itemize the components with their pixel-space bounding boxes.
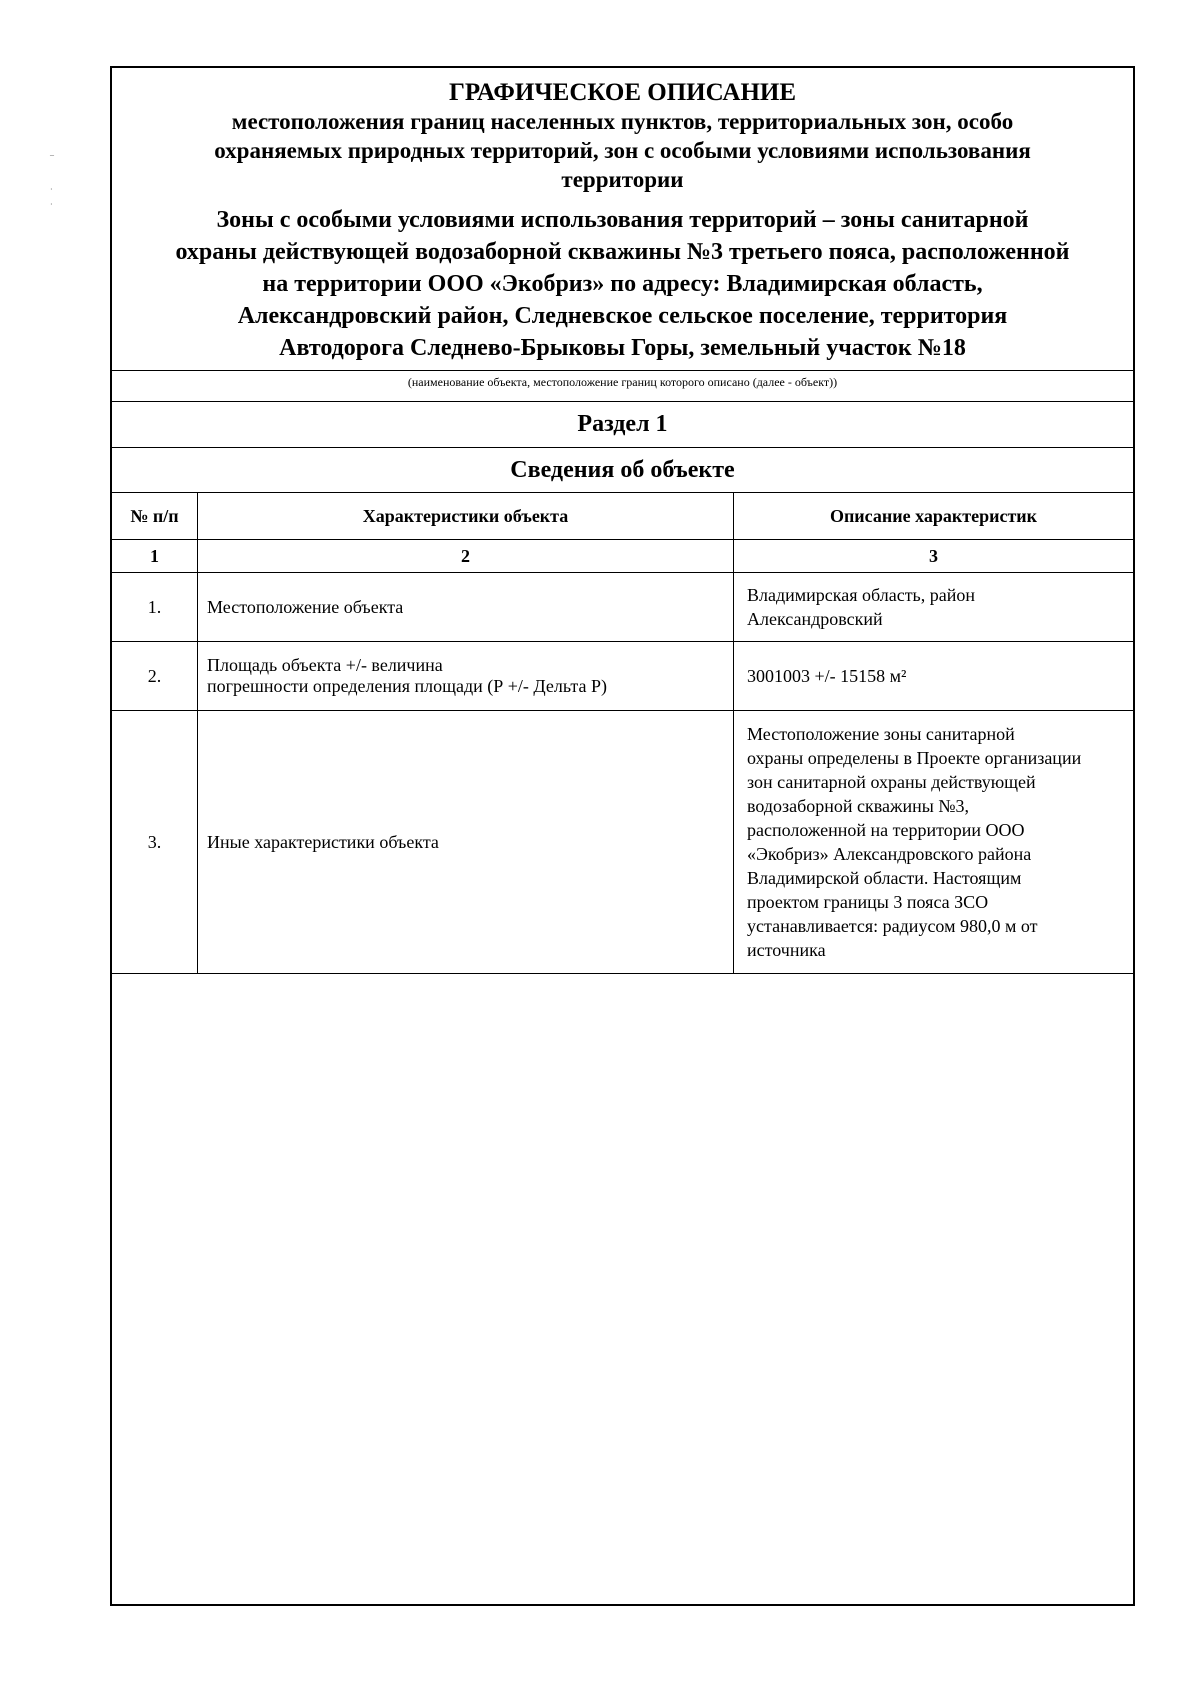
description-text: охраны определены в Проекте организации	[747, 748, 1082, 768]
description-text: расположенной на территории ООО	[747, 820, 1025, 840]
subtitle-line: местоположения границ населенных пунктов, территориальных зон, особо	[231, 109, 1014, 134]
column-number-row	[112, 540, 1133, 573]
object-line: на территории ООО «Экобриз» по адресу: Владимирская область,	[262, 271, 983, 297]
row-number: 2.	[112, 642, 198, 711]
description-text: Владимирская область, район	[747, 585, 976, 605]
column-header: Описание характеристик	[734, 493, 1134, 540]
object-caption: (наименование объекта, местоположение границ которого описано (далее - объект))	[407, 375, 838, 389]
document-title: ГРАФИЧЕСКОЕ ОПИСАНИЕ	[448, 79, 797, 106]
description-text: зон санитарной охраны действующей	[747, 772, 1036, 792]
description-text: «Экобриз» Александровского района	[747, 844, 1032, 864]
description-text: Александровский	[747, 609, 883, 629]
description-cell	[734, 711, 1134, 974]
description-text: Владимирской области. Настоящим	[747, 868, 1022, 888]
table-row	[112, 711, 1133, 974]
object-line: Автодорога Следнево-Брыковы Горы, земельный участок №18	[279, 335, 966, 361]
characteristic-text: Площадь объекта +/- величина	[207, 655, 443, 675]
section-name: Сведения об объекте	[510, 457, 735, 483]
title-block	[112, 68, 1133, 364]
description-text: проектом границы 3 пояса ЗСО	[747, 892, 989, 912]
column-number: 3	[734, 540, 1134, 573]
document-frame	[110, 66, 1135, 1606]
description-text: устанавливается: радиусом 980,0 м от	[747, 916, 1038, 936]
characteristic-cell	[198, 711, 734, 974]
characteristic-text: погрешности определения площади (Р +/- Дельта Р)	[207, 676, 607, 696]
column-number: 1	[112, 540, 198, 573]
characteristic-cell	[198, 642, 734, 711]
characteristic-text: Иные характеристики объекта	[207, 831, 439, 852]
description-text: источника	[747, 940, 826, 960]
scan-mark: ·	[50, 185, 53, 194]
scan-mark: –	[50, 150, 54, 159]
object-name	[112, 204, 1133, 364]
description-cell	[734, 642, 1134, 711]
subtitle-line: охраняемых природных территорий, зон с особыми условиями использования	[214, 138, 1031, 163]
object-line: Александровский район, Следневское сельское поселение, территория	[237, 303, 1008, 329]
subtitle-line: территории	[561, 167, 684, 192]
column-number: 2	[198, 540, 734, 573]
description-text: водозаборной скважины №3,	[747, 796, 969, 816]
row-number: 3.	[112, 711, 198, 974]
object-line: охраны действующей водозаборной скважины №3 третьего пояса, расположенной	[175, 239, 1070, 265]
section-label: Раздел 1	[577, 411, 668, 437]
column-header: № п/п	[112, 493, 198, 540]
scan-mark: ·	[50, 200, 53, 209]
table-row	[112, 573, 1133, 642]
object-info-table	[112, 492, 1133, 974]
column-header: Характеристики объекта	[198, 493, 734, 540]
characteristic-text: Местоположение объекта	[207, 596, 404, 617]
description-text: 3001003 +/- 15158 м²	[747, 666, 907, 686]
object-line: Зоны с особыми условиями использования территорий – зоны санитарной	[216, 207, 1029, 233]
table-row	[112, 642, 1133, 711]
description-cell	[734, 573, 1134, 642]
description-text: Местоположение зоны санитарной	[747, 724, 1015, 744]
table-header-row	[112, 493, 1133, 540]
row-number: 1.	[112, 573, 198, 642]
characteristic-cell	[198, 573, 734, 642]
